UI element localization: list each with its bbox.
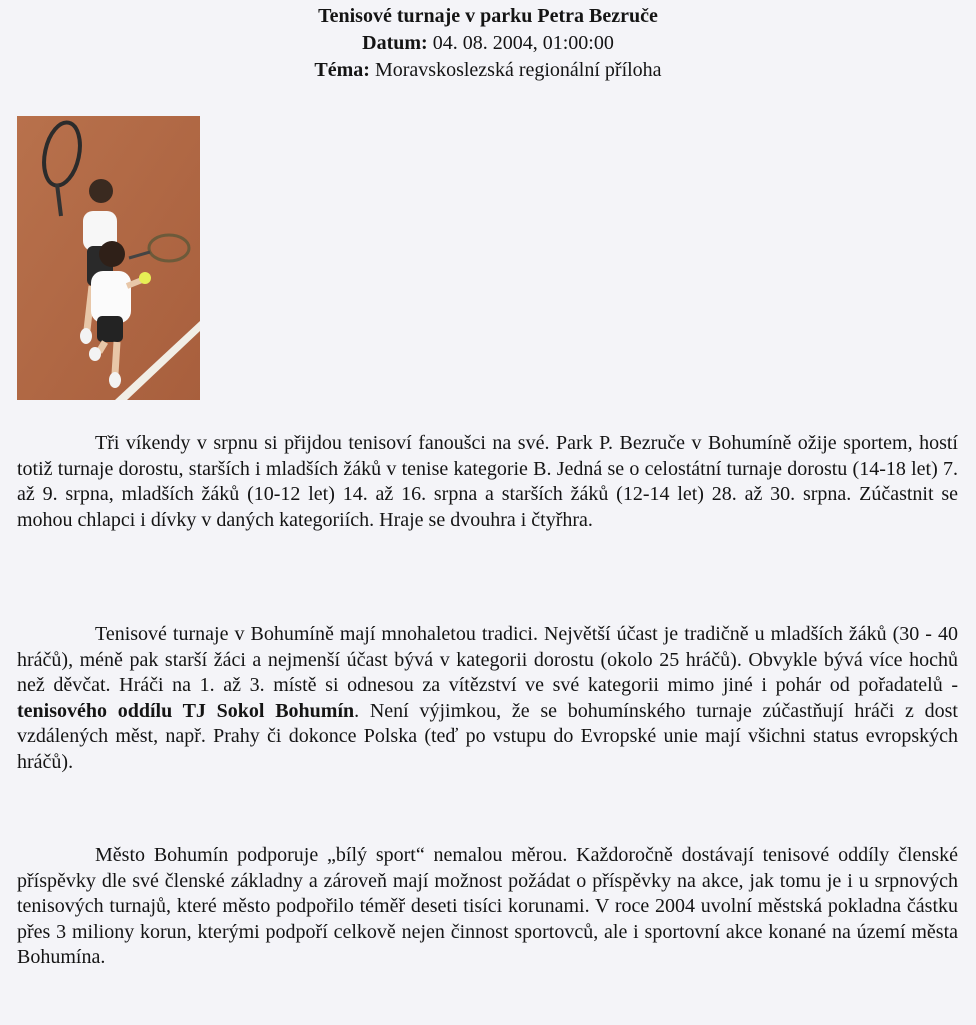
tennis-players-photo	[17, 116, 200, 400]
date-value: 04. 08. 2004, 01:00:00	[432, 32, 614, 54]
article-title: Tenisové turnaje v parku Petra Bezruče	[318, 5, 658, 27]
paragraph-1-text: Tři víkendy v srpnu si přijdou tenisoví fanoušci na své. Park P. Bezruče v Bohumíně ožije sportem, hostí totiž turnaje dorostu, starších i mladších žáků v tenise kategorie B. Jedná se o celostátní turnaje dorostu (14-18 let) 7. až 9. srpna, mladších žáků (10-12 let) 14. až 16. srpna a starších žáků (12-14 let) 28. až 30. srpna. Zúčastnit se mohou chlapci i dívky v daných kategoriích. Hraje se dvouhra i čtyřhra.	[17, 432, 958, 531]
topic-label: Téma:	[314, 59, 370, 81]
date-line	[0, 30, 976, 57]
date-label: Datum:	[362, 32, 428, 54]
article-header	[0, 3, 976, 84]
paragraph-3-text: Město Bohumín podporuje „bílý sport“ nemalou měrou. Každoročně dostávají tenisové oddíly členské příspěvky dle své členské základny a zároveň mají možnost požádat o příspěvky na akce, jak tomu je i u srpnových tenisových turnajů, které město podpořilo téměř deseti tisíci korunami. V roce 2004 uvolní městská pokladna částku přes 3 miliony korun, kterými podpoří celkově nejen činnost sportovců, ale i sportovní akce konané na území města Bohumína.	[17, 844, 958, 968]
paragraph-2	[17, 622, 958, 775]
paragraph-2-bold-club: tenisového oddílu TJ Sokol Bohumín	[17, 699, 355, 722]
paragraph-2-text-a: Tenisové turnaje v Bohumíně mají mnohaletou tradici. Největší účast je tradičně u mladších žáků (30 - 40 hráčů), méně pak starší žáci a nejmenší účast bývá v kategorii dorostu (okolo 25 hráčů). Obvykle bývá více hochů než děvčat. Hráči na 1. až 3. místě si odnesou za vítězství ve své kategorii mimo jiné i pohár od pořadatelů -	[17, 623, 958, 696]
tennis-photo-illustration	[17, 116, 200, 400]
topic-value: Moravskoslezská regionální příloha	[374, 59, 662, 81]
paragraph-3	[17, 843, 958, 971]
paragraph-1	[17, 431, 958, 533]
topic-line	[0, 57, 976, 84]
paragraph-2-text-b: . Není výjimkou, že se bohumínského turnaje zúčastňují hráči z dost vzdálených měst, např. Prahy či dokonce Polska (teď po vstupu do Evropské unie mají všichni status evropských hráčů).	[17, 699, 958, 773]
